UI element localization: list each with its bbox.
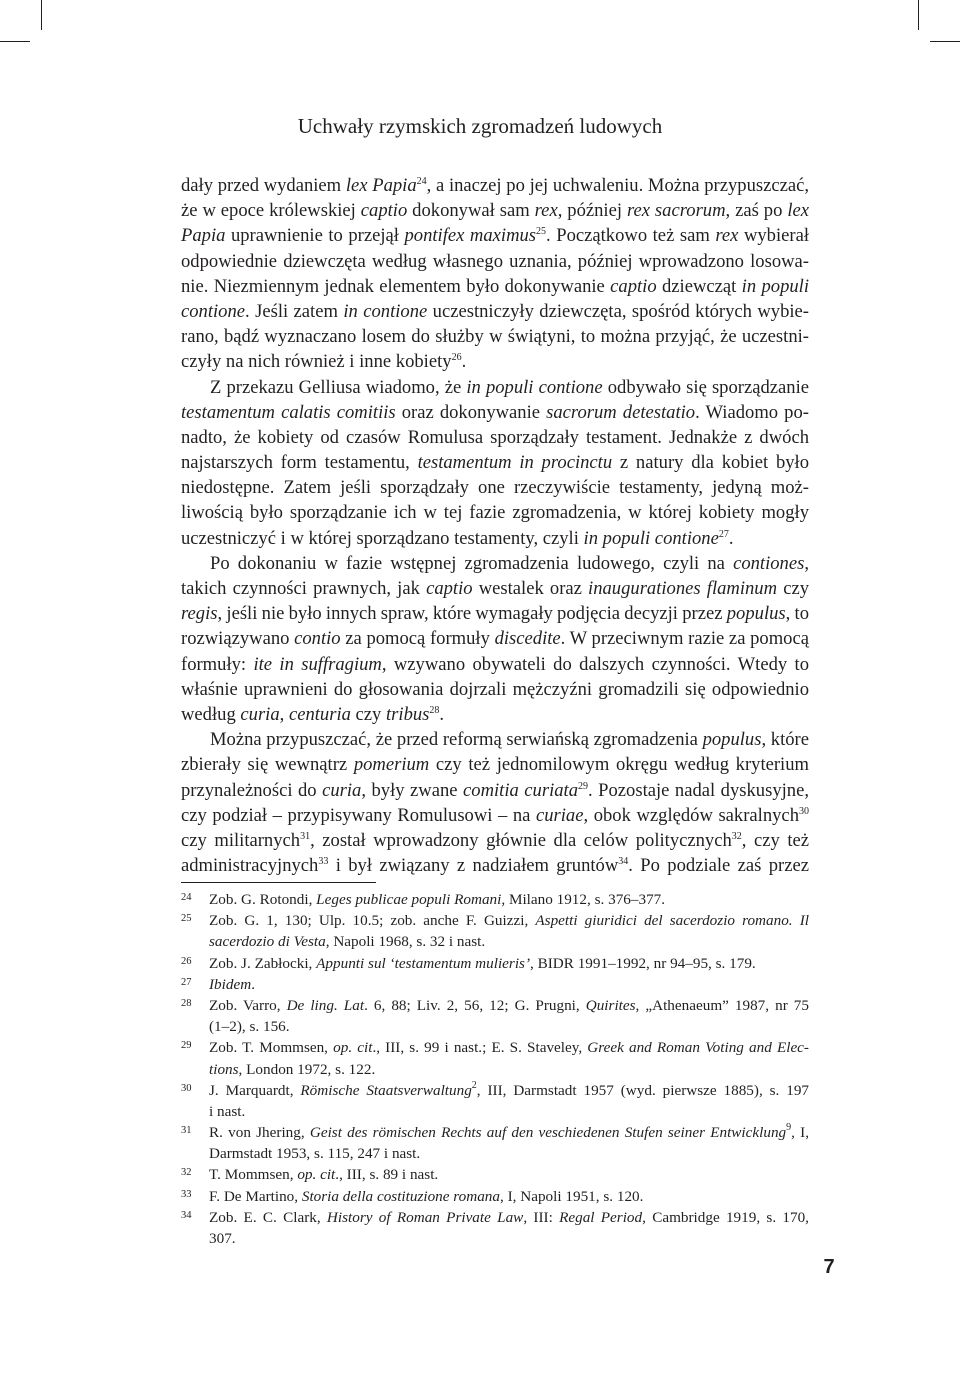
text-run: tribus xyxy=(386,703,430,725)
text-run: testamentum in procinctu xyxy=(417,452,613,474)
text-line xyxy=(181,551,809,576)
text-run: Quirites xyxy=(585,996,636,1014)
text-run: Storia della costituzione romana xyxy=(301,1187,500,1205)
text-run: . W przeciwnym razie za pomocą xyxy=(560,628,809,650)
text-run: Ibidem xyxy=(209,975,252,993)
text-run: curiae xyxy=(535,804,584,826)
text-line xyxy=(181,652,809,677)
footnote-line xyxy=(209,910,809,931)
text-line xyxy=(181,576,809,601)
footnote xyxy=(181,910,809,952)
footnote-ref: 33 xyxy=(318,856,329,868)
text-run: Leges publicae populi Romani xyxy=(316,891,502,908)
footnote-ref: 27 xyxy=(718,528,729,540)
text-line xyxy=(181,803,809,828)
footnote-ref: 26 xyxy=(451,352,462,364)
footnote xyxy=(181,889,809,910)
footnote-number: 27 xyxy=(181,976,192,988)
text-run: Można przypuszczać, że przed reformą serwiańską zgromadzenia xyxy=(210,729,703,751)
footnote-number: 30 xyxy=(181,1082,192,1094)
text-line xyxy=(181,223,809,248)
text-run: Zob. J. Zabłocki, xyxy=(209,954,317,972)
text-run: rex sacrorum xyxy=(626,200,726,222)
text-run: , III, Darmstadt 1957 (wyd. pierwsze 1885), s. 197 xyxy=(476,1081,810,1099)
footnote-line xyxy=(209,1080,809,1101)
text-run: , Cambridge 1919, s. 170, xyxy=(642,1208,809,1226)
footnote-line xyxy=(209,1143,809,1164)
text-line xyxy=(181,400,809,425)
text-run: , „Athenaeum” 1987, nr 75 xyxy=(635,996,809,1014)
text-run: . xyxy=(251,975,255,993)
footnote-ref: 28 xyxy=(429,704,440,716)
footnote-ref: 24 xyxy=(416,176,427,187)
footnote-ref: 29 xyxy=(578,780,588,792)
text-run: . Wiadomo po- xyxy=(695,401,809,423)
text-run: testamentum calatis comitiis xyxy=(181,401,396,423)
text-run: właśnie uprawnieni do głosowania dojrzali mężczyźni gromadzili się odpowiednio xyxy=(181,678,809,700)
text-run: pomerium xyxy=(353,754,430,776)
text-run: odpowiednie dziewczęta według własnego uznania, później wprowadzono losowa- xyxy=(181,250,809,272)
text-run: , London 1972, s. 122. xyxy=(238,1060,376,1078)
text-run: T. Mommsen, xyxy=(209,1166,298,1184)
footnote-separator xyxy=(181,882,376,883)
text-run: czy xyxy=(777,578,809,599)
text-line xyxy=(181,601,809,626)
text-run: dały przed wydaniem xyxy=(181,175,346,196)
text-run: Z przekazu Gelliusa wiadomo, że xyxy=(210,376,467,398)
text-run: i nast. xyxy=(209,1102,246,1120)
text-run: czy podział – przypisywany Romulusowi – na xyxy=(181,804,536,826)
footnote xyxy=(181,953,809,974)
text-run: rex xyxy=(534,200,558,222)
footnote-number: 33 xyxy=(181,1188,192,1200)
text-run: wybierał xyxy=(738,225,809,247)
text-run: czyły na nich również i inne kobiety xyxy=(181,351,452,373)
text-run: , BIDR 1991–1992, nr 94–95, s. 179. xyxy=(530,954,756,972)
footnote-line xyxy=(209,931,809,952)
text-run: uczestniczyły dziewczęta, spośród których wybie- xyxy=(427,300,809,322)
text-run: lex xyxy=(787,200,809,222)
text-run: nie. Niezmiennym jednak elementem było dokonywanie xyxy=(181,275,611,297)
crop-mark-top-right-vertical xyxy=(918,0,919,30)
text-run: , Napoli 1968, s. 32 i nast. xyxy=(325,933,486,951)
text-run: . xyxy=(461,351,467,373)
text-line xyxy=(181,727,809,752)
footnote-ref: 31 xyxy=(300,830,311,842)
crop-mark-top-left-vertical xyxy=(41,0,42,30)
footnote-line xyxy=(209,1059,809,1080)
text-run: . Jeśli zatem xyxy=(245,300,344,322)
text-run: Zob. T. Mommsen, xyxy=(209,1039,334,1057)
text-run: , to xyxy=(785,603,810,625)
text-line xyxy=(181,853,809,878)
text-run: takich czynności prawnych, jak xyxy=(181,578,427,599)
text-run: sacrorum detestatio xyxy=(546,401,696,423)
text-run: czy też jednomilowym okręgu według kryterium xyxy=(429,754,809,776)
text-run: Greek and Roman Voting and Elec- xyxy=(587,1039,809,1057)
body-text xyxy=(181,173,809,878)
text-run: inaugurationes flaminum xyxy=(588,578,778,599)
text-run: , I, Napoli 1951, s. 120. xyxy=(500,1187,644,1205)
footnote-ref: 2 xyxy=(471,1079,477,1091)
footnotes xyxy=(181,889,809,1249)
text-line xyxy=(181,500,809,525)
text-run: 307. xyxy=(209,1230,236,1247)
footnote-line xyxy=(209,953,809,974)
text-run: curia xyxy=(322,779,362,801)
text-run: curia xyxy=(240,703,280,725)
text-run: nadto, że kobiety od czasów Romulusa sporządzały testament. Jednakże z dwóch xyxy=(181,426,809,448)
text-run: ., III, s. 89 i nast. xyxy=(335,1166,439,1184)
text-run: De ling. Lat xyxy=(286,996,365,1014)
text-run: , wzywano obywateli do dalszych czynności. Wtedy to xyxy=(381,653,810,675)
footnote-ref: 32 xyxy=(731,830,742,842)
text-run: i był związany z nadziałem gruntów xyxy=(328,855,619,877)
text-run: z natury dla kobiet było xyxy=(612,452,810,474)
text-line xyxy=(181,828,809,853)
footnote-line xyxy=(209,1207,809,1228)
text-run: . Pozostaje nadal dyskusyjne, xyxy=(588,779,809,801)
text-run: , były zwane xyxy=(361,779,464,801)
text-run: najstarszych form testamentu, xyxy=(181,452,418,474)
text-run: Appunti sul ‘testamentum mulieris’ xyxy=(316,954,531,972)
text-run: captio xyxy=(426,578,473,599)
text-run: formuły: xyxy=(181,653,254,675)
text-run: . Początkowo też sam xyxy=(546,225,716,247)
text-run: czy xyxy=(350,703,387,725)
text-run: , III: xyxy=(523,1208,560,1226)
footnote xyxy=(181,1207,809,1249)
text-run: op. cit xyxy=(333,1039,373,1057)
text-run: westalek oraz xyxy=(472,578,589,599)
text-run: sacerdozio di Vesta xyxy=(209,933,326,951)
text-run: centuria xyxy=(288,703,351,725)
text-run: Zob. Varro, xyxy=(209,996,287,1014)
text-line xyxy=(181,274,809,299)
text-line xyxy=(181,425,809,450)
text-run: , obok względów sakralnych xyxy=(583,804,799,826)
text-run: , xyxy=(279,703,289,725)
text-line xyxy=(181,198,809,223)
footnote-number: 32 xyxy=(181,1167,192,1179)
text-line xyxy=(181,626,809,651)
footnote-ref: 25 xyxy=(536,226,547,238)
text-run: czy militarnych xyxy=(181,829,301,851)
text-run: Zob. G. 1, 130; Ulp. 10.5; zob. anche F. Guizzi, xyxy=(209,912,536,930)
footnote-number: 31 xyxy=(181,1125,192,1137)
text-run: contio xyxy=(294,628,341,650)
text-run: liwością było sporządzanie ich w tej fazie zgromadzenia, w której kobiety mogły xyxy=(181,502,809,524)
text-run: in populi contione xyxy=(583,527,719,549)
text-run: Po dokonaniu w fazie wstępnej zgromadzenia ludowego, czyli na xyxy=(210,552,734,574)
text-run: , xyxy=(804,552,809,574)
text-line xyxy=(181,677,809,702)
text-run: History of Roman Private Law xyxy=(326,1208,524,1226)
footnote xyxy=(181,1080,809,1122)
text-line xyxy=(181,375,809,400)
text-run: in populi contione xyxy=(466,376,603,398)
footnote-number: 29 xyxy=(181,1040,192,1052)
text-line xyxy=(181,450,809,475)
text-run: , zaś po xyxy=(725,200,788,222)
text-run: według xyxy=(181,703,241,725)
text-run: captio xyxy=(610,275,657,297)
footnote-line xyxy=(209,1037,809,1058)
text-run: lex Papia xyxy=(345,175,417,196)
text-run: captio xyxy=(360,200,408,222)
text-line xyxy=(181,702,809,727)
footnote-line xyxy=(209,1122,809,1143)
running-header: Uchwały rzymskich zgromadzeń ludowych xyxy=(297,114,663,138)
footnote-number: 24 xyxy=(181,892,192,903)
text-run: F. De Martino, xyxy=(209,1187,302,1205)
text-run: , które xyxy=(761,729,809,751)
text-run: . xyxy=(439,703,445,725)
text-run: Darmstadt 1953, s. 115, 247 i nast. xyxy=(209,1145,421,1163)
text-run: , później xyxy=(557,200,627,222)
footnote xyxy=(181,1164,809,1185)
text-run: populus xyxy=(726,603,786,625)
footnote-ref: 34 xyxy=(618,856,629,868)
text-run: J. Marquardt, xyxy=(209,1081,301,1099)
text-run: uprawnienie to przejął xyxy=(225,225,405,247)
text-run: tions xyxy=(209,1060,239,1078)
text-run: contiones xyxy=(733,552,805,574)
footnote-line xyxy=(209,1164,809,1185)
text-run: że w epoce królewskiej xyxy=(181,200,361,222)
footnote-line xyxy=(209,974,809,995)
text-run: dziewcząt xyxy=(656,275,742,297)
text-line xyxy=(181,299,809,324)
text-run: , jeśli nie było innych spraw, które wymagały podjęcia decyzji przez xyxy=(217,603,727,625)
footnote xyxy=(181,995,809,1037)
footnote-ref: 30 xyxy=(799,805,809,817)
text-run: . xyxy=(728,527,734,549)
footnote-line xyxy=(209,1101,809,1122)
text-run: discedite xyxy=(494,628,561,650)
footnote-line xyxy=(209,1186,809,1207)
text-run: rex xyxy=(715,225,739,247)
footnote xyxy=(181,1186,809,1207)
footnote xyxy=(181,1037,809,1079)
footnote-line xyxy=(209,1228,809,1249)
text-run: ., III, s. 99 i nast.; E. S. Staveley, xyxy=(372,1039,588,1057)
text-run: Römische Staatsverwaltung xyxy=(300,1081,472,1099)
text-run: niedostępne. Zatem jeśli sporządzały one rzeczywiście testamenty, jedyną moż- xyxy=(181,477,809,499)
footnote-number: 28 xyxy=(181,997,192,1009)
text-run: in contione xyxy=(343,300,428,322)
crop-mark-top-right-horizontal xyxy=(930,41,960,42)
text-line xyxy=(181,324,809,349)
text-run: op. cit xyxy=(297,1166,336,1184)
text-run: regis xyxy=(181,603,218,625)
text-run: comitia curiata xyxy=(463,779,578,801)
text-line xyxy=(181,173,809,198)
footnote-number: 25 xyxy=(181,913,192,925)
text-run: in populi xyxy=(741,275,810,297)
footnote-line xyxy=(209,1016,809,1037)
text-run: populus xyxy=(702,729,762,751)
text-run: , a inaczej po jej uchwaleniu. Można przypuszczać, xyxy=(426,175,810,196)
footnote-number: 26 xyxy=(181,955,192,967)
footnote xyxy=(181,1122,809,1164)
footnote-line xyxy=(209,889,809,910)
text-run: Papia xyxy=(181,225,226,247)
footnote xyxy=(181,974,809,995)
text-run: odbywało się sporządzanie xyxy=(602,376,809,398)
text-run: Zob. E. C. Clark, xyxy=(209,1208,327,1226)
footnote-number: 34 xyxy=(181,1209,192,1221)
text-run: rozwiązywano xyxy=(181,628,295,650)
footnote-line xyxy=(209,995,809,1016)
text-line xyxy=(181,752,809,777)
text-run: , Milano 1912, s. 376–377. xyxy=(501,891,666,908)
text-run: rano, bądź wyznaczano losem do służby w świątyni, to można przyjąć, że uczestni- xyxy=(181,326,809,348)
page-number: 7 xyxy=(823,1256,835,1278)
text-run: za pomocą formuły xyxy=(340,628,495,650)
text-run: . Po podziale zaś przez xyxy=(628,855,810,877)
text-run: , został wprowadzony głównie dla celów politycznych xyxy=(310,829,732,851)
text-line xyxy=(181,475,809,500)
text-run: , I, xyxy=(791,1124,810,1142)
text-run: oraz dokonywanie xyxy=(395,401,547,423)
text-run: zbierały się wewnątrz xyxy=(181,754,354,776)
text-run: , czy też xyxy=(741,829,810,851)
text-run: Zob. G. Rotondi, xyxy=(209,891,317,908)
text-run: . 6, 88; Liv. 2, 56, 12; G. Prugni, xyxy=(364,996,586,1014)
text-line xyxy=(181,249,809,274)
crop-mark-top-left-horizontal xyxy=(0,41,30,42)
text-run: Aspetti giuridici del sacerdozio romano. Il xyxy=(535,912,809,930)
text-run: Geist des römischen Rechts auf den veschiedenen Stufen seiner Entwicklung xyxy=(309,1124,787,1142)
text-run: dokonywał sam xyxy=(407,200,535,222)
text-run: pontifex maximus xyxy=(404,225,537,247)
text-run: administracyjnych xyxy=(181,855,319,877)
text-line xyxy=(181,778,809,803)
text-run: uczestniczyć i w której sporządzano testamenty, czyli xyxy=(181,527,584,549)
text-run: ite in suffragium xyxy=(253,653,382,675)
text-run: przynależności do xyxy=(181,779,323,801)
text-run: R. von Jhering, xyxy=(209,1124,310,1142)
text-run: contione xyxy=(181,300,246,322)
text-line xyxy=(181,349,809,374)
footnote-ref: 9 xyxy=(786,1122,792,1134)
text-run: Regal Period xyxy=(559,1208,643,1226)
text-line xyxy=(181,526,809,551)
text-run: (1–2), s. 156. xyxy=(209,1018,290,1036)
